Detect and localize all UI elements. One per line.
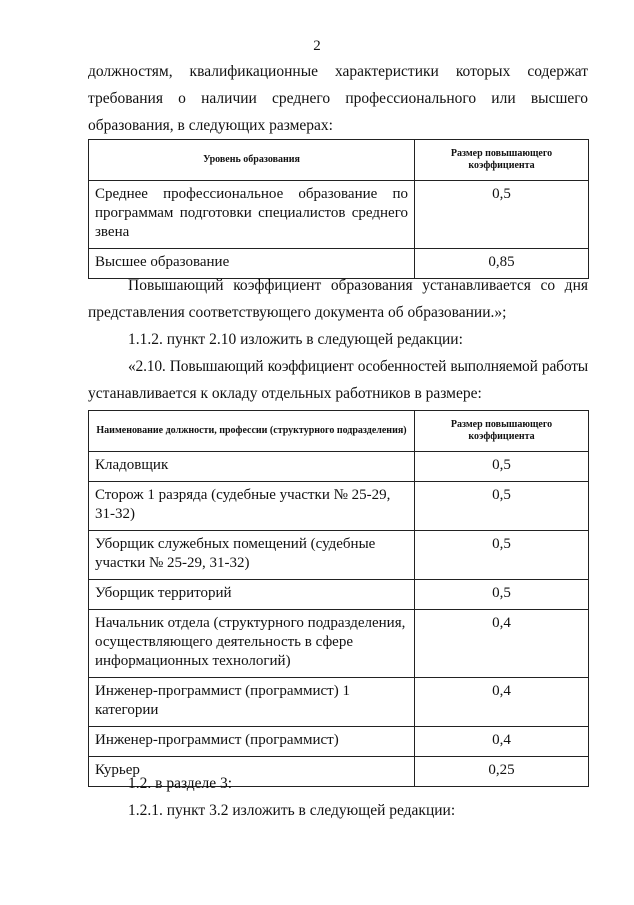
table-header-row (89, 140, 589, 181)
row-name: Среднее профессиональное образование по программам подготовки специалистов среднего звена (89, 181, 415, 249)
row-value: 0,25 (415, 757, 589, 787)
row-name: Высшее образование (89, 249, 415, 279)
item-2-10-line-2: устанавливается к окладу отдельных работников в размере: (88, 385, 482, 402)
item-1-2: 1.2. в разделе 3: (128, 775, 233, 792)
row-name: Начальник отдела (структурного подразделения, осуществляющего деятельность в сфере информационных технологий) (89, 610, 415, 678)
after-table-line-2: представления соответствующего документа об образовании.»; (88, 304, 507, 321)
item-1-1-2: 1.1.2. пункт 2.10 изложить в следующей редакции: (128, 331, 463, 348)
intro-line-1: должностям, квалификационные характеристики которых содержат (88, 63, 588, 80)
table-row (89, 181, 589, 249)
column-header-coefficient: Размер повышающего коэффициента (415, 140, 589, 181)
after-table-line-1: Повышающий коэффициент образования устанавливается со дня (128, 277, 588, 294)
row-name: Сторож 1 разряда (судебные участки № 25-29, 31-32) (89, 482, 415, 531)
table-row (89, 452, 589, 482)
row-value: 0,5 (415, 452, 589, 482)
item-2-10-line-1: «2.10. Повышающий коэффициент особенностей выполняемой работы (128, 358, 588, 375)
row-name: Уборщик служебных помещений (судебные участки № 25-29, 31-32) (89, 531, 415, 580)
row-name: Уборщик территорий (89, 580, 415, 610)
page-number: 2 (313, 38, 321, 54)
row-value: 0,4 (415, 727, 589, 757)
column-header-education-level: Уровень образования (89, 140, 415, 181)
row-name: Курьер (89, 757, 415, 787)
item-1-2-1: 1.2.1. пункт 3.2 изложить в следующей редакции: (128, 802, 456, 819)
row-value: 0,5 (415, 580, 589, 610)
table-row (89, 610, 589, 678)
row-value: 0,85 (415, 249, 589, 279)
row-value: 0,4 (415, 610, 589, 678)
row-value: 0,5 (415, 531, 589, 580)
column-header-position: Наименование должности, профессии (структурного подразделения) (89, 411, 415, 452)
table-row (89, 482, 589, 531)
table-row (89, 531, 589, 580)
work-features-coefficient-table (88, 410, 589, 787)
row-name: Инженер-программист (программист) 1 категории (89, 678, 415, 727)
intro-line-2: требования о наличии среднего профессионального или высшего (88, 90, 588, 107)
row-value: 0,5 (415, 181, 589, 249)
table-header-row (89, 411, 589, 452)
row-name: Кладовщик (89, 452, 415, 482)
table-row (89, 727, 589, 757)
table-row (89, 580, 589, 610)
row-name: Инженер-программист (программист) (89, 727, 415, 757)
row-value: 0,5 (415, 482, 589, 531)
table-row (89, 678, 589, 727)
education-coefficient-table (88, 139, 589, 279)
intro-line-3: образования, в следующих размерах: (88, 117, 333, 134)
row-value: 0,4 (415, 678, 589, 727)
column-header-coefficient: Размер повышающего коэффициента (415, 411, 589, 452)
